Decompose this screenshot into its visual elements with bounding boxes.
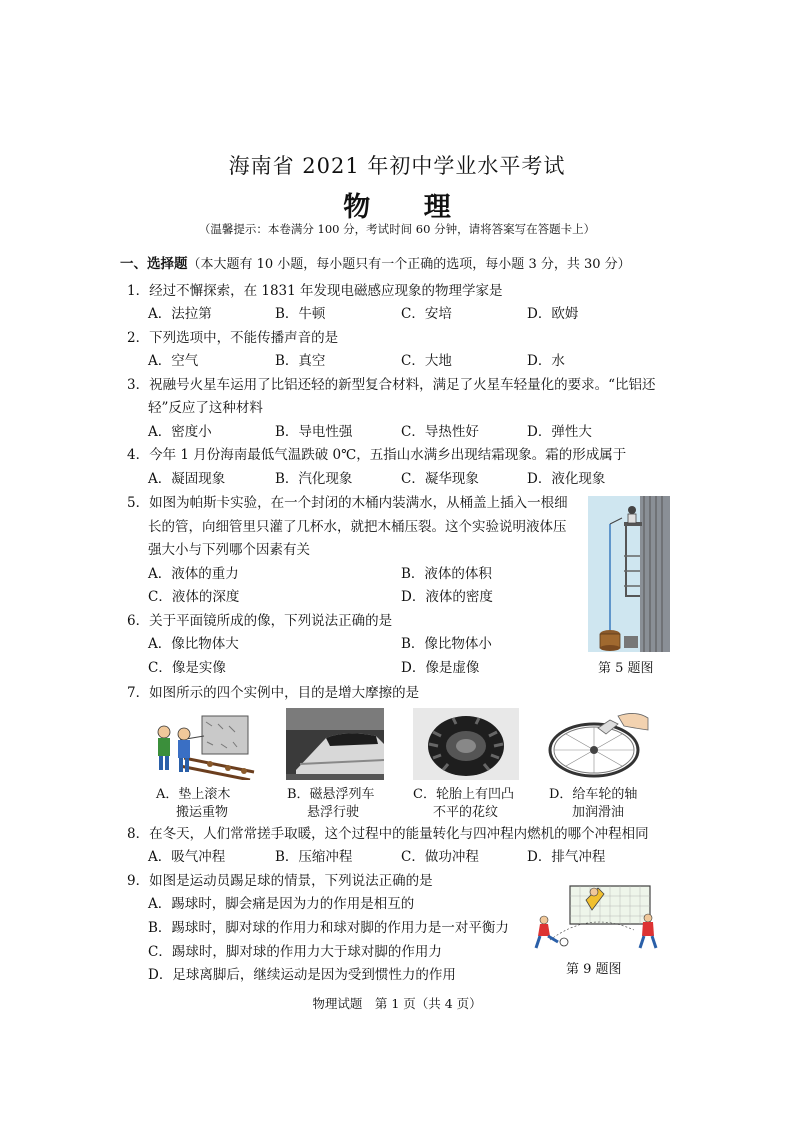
q5-option-c: C．液体的深度 xyxy=(148,589,240,605)
q5-option-b: B．液体的体积 xyxy=(401,566,492,582)
q4-option-d: D．液化现象 xyxy=(527,471,606,487)
q6-stem: 6．关于平面镜所成的像，下列说法正确的是 xyxy=(127,613,393,629)
q5-stem-line1: 5．如图为帕斯卡实验，在一个封闭的木桶内装满水，从桶盖上插入一根细 xyxy=(127,495,568,511)
q9-option-b: B．踢球时，脚对球的作用力和球对脚的作用力是一对平衡力 xyxy=(148,920,509,936)
q1-option-a: A．法拉第 xyxy=(148,306,212,322)
q4-option-c: C．凝华现象 xyxy=(401,471,479,487)
q3-stem-line2: 轻”反应了这种材料 xyxy=(148,400,263,416)
q9-option-c: C．踢球时，脚对球的作用力大于球对脚的作用力 xyxy=(148,944,442,960)
q5-stem-line2: 长的管，向细管里只灌了几杯水，就把木桶压裂。这个实验说明液体压 xyxy=(148,519,567,535)
subject-title: 物 理 xyxy=(343,192,473,223)
q1-stem: 1．经过不懈探索，在 1831 年发现电磁感应现象的物理学家是 xyxy=(127,283,503,299)
q7-option-d-line1: D．给车轮的轴 xyxy=(549,787,638,802)
q9-option-a: A．踢球时，脚会痛是因为力的作用是相互的 xyxy=(148,896,415,912)
q1-option-c: C．安培 xyxy=(401,306,452,322)
q8-option-a: A．吸气冲程 xyxy=(148,849,226,865)
section-heading xyxy=(120,254,631,275)
section-desc: （本大题有 10 小题，每小题只有一个正确的选项，每小题 3 分，共 30 分） xyxy=(187,257,631,272)
q5-stem-line3: 强大小与下列哪个因素有关 xyxy=(148,542,310,558)
q7-bicycle-wheel-figure xyxy=(544,708,650,780)
q3-stem-line1: 3．祝融号火星车运用了比铝还轻的新型复合材料，满足了火星车轻量化的要求。“比铝还 xyxy=(127,377,656,393)
q3-option-c: C．导热性好 xyxy=(401,424,479,440)
q8-option-b: B．压缩冲程 xyxy=(275,849,353,865)
q5-caption: 第 5 题图 xyxy=(598,661,654,676)
q3-option-b: B．导电性强 xyxy=(275,424,353,440)
q2-option-c: C．大地 xyxy=(401,353,452,369)
exam-title: 海南省 2021 年初中学业水平考试 xyxy=(228,154,566,178)
q5-option-a: A．液体的重力 xyxy=(148,566,239,582)
exam-tip: （温馨提示：本卷满分 100 分，考试时间 60 分钟，请将答案写在答题卡上） xyxy=(198,222,596,236)
q5-pascal-barrel-figure xyxy=(588,496,670,652)
q6-option-c: C．像是实像 xyxy=(148,660,226,676)
q7-option-c-line1: C．轮胎上有凹凸 xyxy=(413,787,514,802)
q7-option-d-line2: 加润滑油 xyxy=(572,805,625,820)
q4-option-a: A．凝固现象 xyxy=(148,471,226,487)
q8-option-d: D．排气冲程 xyxy=(527,849,606,865)
q2-option-a: A．空气 xyxy=(148,353,199,369)
q8-option-c: C．做功冲程 xyxy=(401,849,479,865)
q3-option-d: D．弹性大 xyxy=(527,424,592,440)
q2-stem: 2．下列选项中，不能传播声音的是 xyxy=(127,330,339,346)
q7-option-a-line1: A．垫上滚木 xyxy=(156,787,231,802)
q6-option-a: A．像比物体大 xyxy=(148,636,239,652)
q2-option-b: B．真空 xyxy=(275,353,326,369)
q7-tire-figure xyxy=(413,708,519,780)
q7-option-b-line2: 悬浮行驶 xyxy=(307,805,360,820)
q9-stem: 9．如图是运动员踢足球的情景，下列说法正确的是 xyxy=(127,873,433,889)
q8-stem: 8．在冬天，人们常常搓手取暖，这个过程中的能量转化与四冲程内燃机的哪个冲程相同 xyxy=(127,826,649,842)
section-label: 一、选择题 xyxy=(120,256,188,272)
q1-option-d: D．欧姆 xyxy=(527,306,579,322)
q7-stem: 7．如图所示的四个实例中，目的是增大摩擦的是 xyxy=(127,685,420,701)
q1-option-b: B．牛顿 xyxy=(275,306,326,322)
q6-option-d: D．像是虚像 xyxy=(401,660,480,676)
q2-option-d: D．水 xyxy=(527,353,565,369)
q3-option-a: A．密度小 xyxy=(148,424,212,440)
q9-football-figure xyxy=(530,880,664,952)
q7-option-b-line1: B．磁悬浮列车 xyxy=(287,787,375,802)
q7-maglev-train-figure xyxy=(286,708,384,780)
page-footer: 物理试题 第 1 页（共 4 页） xyxy=(312,996,482,1011)
q4-stem: 4．今年 1 月份海南最低气温跌破 0℃，五指山水满乡出现结霜现象。霜的形成属于 xyxy=(127,447,627,463)
q7-rollers-figure xyxy=(150,708,256,780)
q9-caption: 第 9 题图 xyxy=(566,962,622,977)
q7-option-a-line2: 搬运重物 xyxy=(176,805,229,820)
q6-option-b: B．像比物体小 xyxy=(401,636,492,652)
q4-option-b: B．汽化现象 xyxy=(275,471,353,487)
q9-option-d: D．足球离脚后，继续运动是因为受到惯性力的作用 xyxy=(148,967,456,983)
q7-option-c-line2: 不平的花纹 xyxy=(433,805,499,820)
q5-option-d: D．液体的密度 xyxy=(401,589,493,605)
